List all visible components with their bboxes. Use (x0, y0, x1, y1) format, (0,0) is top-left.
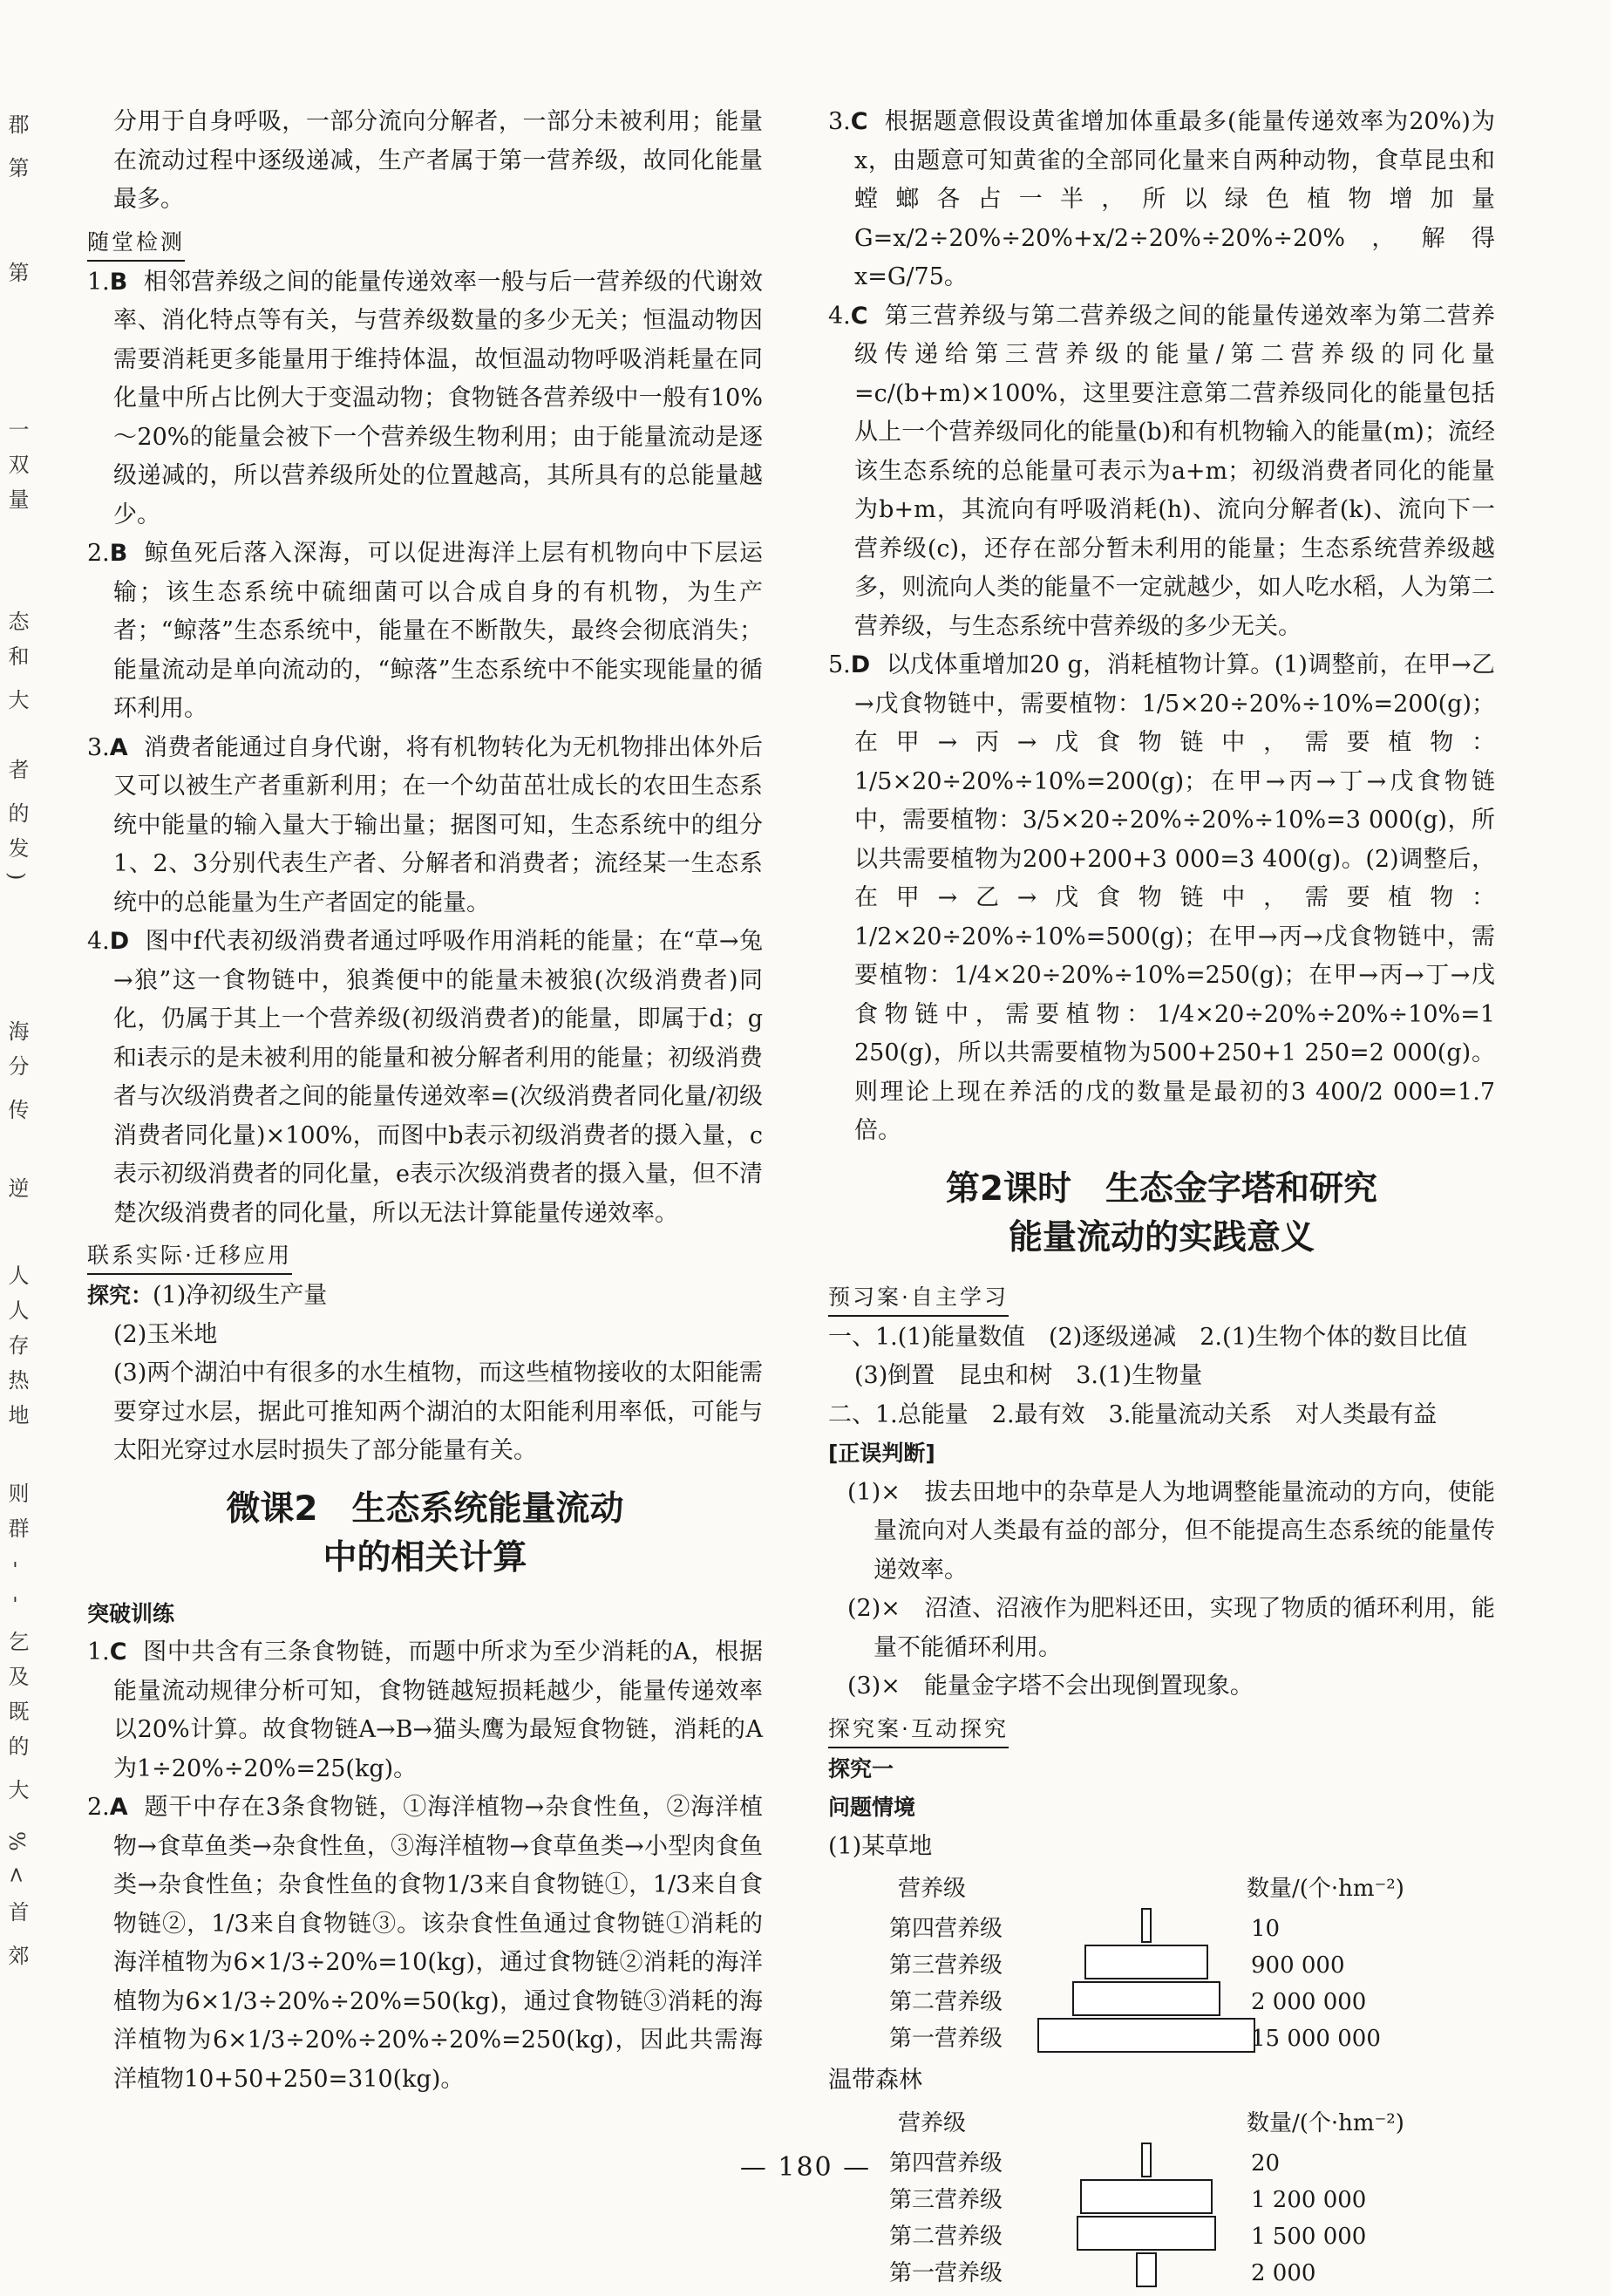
explore-item: (2)玉米地 (113, 1320, 218, 1348)
margin-glyph: 第 (4, 157, 29, 180)
margin-glyph: 及 (4, 1666, 29, 1688)
answer-item (828, 646, 1495, 1151)
answer-item (87, 923, 763, 1233)
pyramid-bar (1141, 1908, 1152, 1943)
section-heading-classroom-check: 随堂检测 (87, 225, 185, 262)
column-header-level: 营养级 (898, 1876, 967, 1902)
answer-explanation: 以戊体重增加20 g，消耗植物计算。(1)调整前，在甲→乙→戊食物链中，需要植物：1/5×20÷20%÷10%=200(g)；在甲→丙→戊食物链中，需要植物：1/5×20÷20%÷10%=200(g)；在甲→丙→丁→戊食物链中，需要植物：3/5×20÷20%÷20%÷10%=3 000(g)，所以共需要植物为200+200+3 000=3 400(g)。(2)调整后，在甲→乙→戊食物链中，需要植物：1/2×20÷20%÷10%=500(g)；在甲→丙→戊食物链中，需要植物：1/4×20÷20%÷10%=250(g)；在甲→丙→丁→戊食物链中，需要植物：1/4×20÷20%÷20%÷10%=1 250(g)，所以共需要植物为500+250+1 250=2 000(g)。则理论上现在养活的戊的数量是最初的3 400/2 000=1.7倍。 (854, 651, 1495, 1144)
trophic-level-label: 第三营养级 (889, 2186, 1003, 2213)
explore-label: 探究： (87, 1283, 153, 1308)
explore-heading: 探究一 (828, 1755, 894, 1782)
page-number: — 180 — (739, 2152, 872, 2183)
answer-item (87, 1633, 763, 1788)
judge-heading: [正误判断] (828, 1441, 935, 1466)
pyramid-bar (1080, 2179, 1213, 2214)
margin-glyph: 发 (4, 837, 29, 860)
population-count: 1 200 000 (1251, 2186, 1367, 2213)
answer-letter: D (850, 651, 871, 678)
margin-glyph: 双 (4, 453, 29, 476)
answer-letter: B (109, 540, 128, 567)
column-header-count: 数量/(个·hm⁻²) (1247, 2109, 1404, 2136)
margin-glyph: 海 (4, 1020, 29, 1043)
trophic-level-label: 第一营养级 (889, 2026, 1003, 2052)
item-number: 2. (87, 1794, 110, 1821)
answer-item (828, 103, 1495, 297)
column-header-count: 数量/(个·hm⁻²) (1247, 1876, 1404, 1902)
lesson-title-line: 第2课时 生态金字塔和研究 (945, 1168, 1378, 1209)
answer-item (87, 1788, 763, 2099)
margin-glyph: 量 (4, 488, 29, 511)
margin-glyph: 郊 (4, 1945, 29, 1967)
answer-explanation: 消费者能通过自身代谢，将有机物转化为无机物排出体外后又可以被生产者重新利用；在一个幼苗茁壮成长的农田生态系统中能量的输入量大于输出量；据图可知，生态系统中的组分1、2、3分别代表生产者、分解者和消费者；流经某一生态系统中的总能量为生产者固定的能量。 (113, 733, 763, 916)
margin-glyph: 的 (4, 802, 29, 825)
grassland-pyramid-chart (828, 1870, 1495, 2053)
population-count: 1 500 000 (1251, 2223, 1367, 2250)
judge-item: (1)× 拔去田地中的杂草是人为地调整能量流动的方向，使能量流向对人类最有益的部分，但不能提高生态系统的能量传递效率。 (847, 1478, 1495, 1584)
lesson-title (87, 1485, 763, 1583)
answer-letter: B (109, 268, 128, 296)
section-heading-preview: 预习案·自主学习 (828, 1280, 1009, 1317)
population-count: 900 000 (1251, 1952, 1345, 1979)
answer-letter: A (109, 1794, 128, 1821)
margin-glyph: 的 (4, 1735, 29, 1758)
answer-letter: D (109, 928, 130, 955)
trophic-level-label: 第二营养级 (889, 2223, 1003, 2250)
section-heading-explore: 探究案·互动探究 (828, 1712, 1009, 1748)
item-number: 4. (828, 302, 851, 330)
trophic-level-label: 第一营养级 (889, 2259, 1003, 2286)
margin-glyph: 乞 (4, 1631, 29, 1653)
item-number: 3. (828, 108, 851, 135)
margin-glyph: 群 (4, 1517, 29, 1540)
answer-explanation: 相邻营养级之间的能量传递效率一般与后一营养级的代谢效率、消化特点等有关，与营养级数量的多少无关；恒温动物因需要消耗更多能量用于维持体温，故恒温动物呼吸消耗量在同化量中所占比例大于变温动物；食物链各营养级中一般有10%～20%的能量会被下一个营养级生物利用；由于能量流动是逐级递减的，所以营养级所处的位置越高，其所具有的总能量越少。 (113, 268, 763, 528)
margin-glyph: 人 (4, 1299, 29, 1322)
pyramid-bar (1084, 1945, 1209, 1979)
site-label: (1)某草地 (828, 1832, 933, 1860)
section-heading-breakthrough: 突破训练 (87, 1600, 175, 1626)
trophic-level-label: 第三营养级 (889, 1952, 1003, 1979)
item-number: 5. (828, 651, 851, 678)
lesson-title-line: 微课2 生态系统能量流动 (226, 1489, 624, 1529)
answer-item (87, 535, 763, 729)
margin-glyph: 既 (4, 1700, 29, 1723)
site-label: 温带森林 (828, 2067, 922, 2094)
margin-glyph: 第 (4, 262, 29, 284)
item-number: 3. (87, 733, 110, 761)
pyramid-bar (1072, 1981, 1220, 2016)
preview-line: 二、1.总能量 2.最有效 3.能量流动关系 对人类最有益 (828, 1400, 1438, 1428)
answer-explanation: 鲸鱼死后落入深海，可以促进海洋上层有机物向中下层运输；该生态系统中硫细菌可以合成自身的有机物，为生产者；“鲸落”生态系统中，能量在不断散失，最终会彻底消失；能量流动是单向流动的，“鲸落”生态系统中不能实现能量的循环利用。 (113, 540, 763, 722)
forest-pyramid-chart (828, 2104, 1495, 2287)
right-column (828, 103, 1495, 2296)
intro-paragraph: 分用于自身呼吸，一部分流向分解者，一部分未被利用；能量在流动过程中逐级递减，生产者属于第一营养级，故同化能量最多。 (113, 108, 763, 213)
item-number: 2. (87, 540, 110, 567)
margin-glyph: 一 (4, 419, 29, 441)
margin-glyph: 大 (4, 1779, 29, 1802)
column-header-level: 营养级 (898, 2109, 967, 2136)
margin-glyph: < (4, 1866, 29, 1886)
explore-item: (3)两个湖泊中有很多的水生植物，而这些植物接收的太阳能需要穿过水层，据此可推知两个湖泊的太阳能利用率低，可能与太阳光穿过水层时损失了部分能量有关。 (113, 1359, 763, 1464)
margin-glyph: 热 (4, 1369, 29, 1392)
explore-item: (1)净初级生产量 (153, 1282, 328, 1309)
item-number: 4. (87, 928, 110, 955)
judge-item: (3)× 能量金字塔不会出现倒置现象。 (847, 1673, 1254, 1700)
answer-explanation: 第三营养级与第二营养级之间的能量传递效率为第二营养级传递给第三营养级的能量/第二营养级的同化量=c/(b+m)×100%，这里要注意第二营养级同化的能量包括从上一个营养级同化的能量(b)和有机物输入的能量(m)；流经该生态系统的总能量可表示为a+m；初级消费者同化的能量为b+m，其流向有呼吸消耗(h)、流向分解者(k)、流向下一营养级(c)，还存在部分暂未利用的能量；生态系统营养级越多，则流向人类的能量不一定就越少，如人吃水稻，人为第二营养级，与生态系统中营养级的多少无关。 (854, 302, 1495, 640)
margin-glyph: 分 (4, 1055, 29, 1078)
answer-letter: C (850, 108, 868, 135)
margin-glyph: 郡 (4, 113, 29, 136)
margin-glyph: 存 (4, 1334, 29, 1357)
margin-glyph: 者 (4, 759, 29, 781)
margin-glyph: 则 (4, 1482, 29, 1505)
answer-letter: C (109, 1639, 127, 1666)
answer-explanation: 图中f代表初级消费者通过呼吸作用消耗的能量；在“草→兔→狼”这一食物链中，狼粪便中的能量未被狼(次级消费者)同化，仍属于其上一个营养级(初级消费者)的能量，即属于d；g和i表示的是未被利用的能量和被分解者利用的能量；初级消费者与次级消费者之间的能量传递效率=(次级消费者同化量/初级消费者同化量)×100%，而图中b表示初级消费者的摄入量，c表示初级消费者的同化量，e表示次级消费者的摄入量，但不清楚次级消费者的同化量，所以无法计算能量传递效率。 (113, 928, 763, 1227)
population-count: 2 000 (1251, 2259, 1316, 2286)
trophic-level-label: 第二营养级 (889, 1989, 1003, 2015)
margin-glyph: 传 (4, 1099, 29, 1121)
margin-glyph: - (4, 1561, 29, 1570)
answer-item (87, 729, 763, 923)
left-margin-bleed (0, 0, 35, 2221)
pyramid-bar (1136, 2252, 1157, 2287)
judge-item: (2)× 沼渣、沼液作为肥料还田，实现了物质的循环利用，能量不能循环利用。 (847, 1595, 1495, 1661)
scenario-heading: 问题情境 (828, 1795, 916, 1820)
population-count: 20 (1251, 2150, 1281, 2177)
answer-explanation: 根据题意假设黄雀增加体重最多(能量传递效率为20%)为x，由题意可知黄雀的全部同化量来自两种动物，食草昆虫和螳螂各占一半，所以绿色植物增加量G=x/2÷20%÷20%+x/2÷20%÷20%÷20%，解得x=G/75。 (854, 108, 1495, 290)
margin-glyph: 逆 (4, 1177, 29, 1200)
lesson-title-line: 中的相关计算 (323, 1537, 527, 1577)
item-number: 1. (87, 268, 110, 296)
answer-explanation: 图中共含有三条食物链，而题中所求为至少消耗的A，根据能量流动规律分析可知，食物链越短损耗越少，能量传递效率以20%计算。故食物链A→B→猫头鹰为最短食物链，消耗的A为1÷20%÷20%=25(kg)。 (113, 1639, 763, 1782)
preview-line: 一、1.(1)能量数值 (2)逐级递减 2.(1)生物个体的数目比值 (828, 1323, 1468, 1351)
item-number: 1. (87, 1639, 110, 1666)
lesson-title (828, 1165, 1495, 1263)
margin-glyph: 人 (4, 1264, 29, 1287)
margin-glyph: 首 (4, 1901, 29, 1924)
answer-item (87, 263, 763, 535)
left-column (87, 103, 763, 2099)
trophic-level-label: 第四营养级 (889, 1916, 1003, 1942)
population-count: 10 (1251, 1916, 1281, 1942)
margin-glyph: % (4, 1831, 29, 1853)
pyramid-bar (1037, 2018, 1255, 2053)
margin-glyph: ) (4, 872, 29, 882)
margin-glyph: - (4, 1596, 29, 1605)
population-count: 2 000 000 (1251, 1989, 1367, 2015)
margin-glyph: 和 (4, 645, 29, 668)
lesson-title-line: 能量流动的实践意义 (1008, 1217, 1315, 1257)
trophic-level-label: 第四营养级 (889, 2150, 1003, 2177)
margin-glyph: 地 (4, 1404, 29, 1427)
answer-letter: A (109, 733, 128, 761)
population-count: 15 000 000 (1251, 2026, 1381, 2052)
answer-letter: C (850, 302, 868, 330)
preview-line: (3)倒置 昆虫和树 3.(1)生物量 (854, 1362, 1203, 1389)
section-heading-practical-application: 联系实际·迁移应用 (87, 1238, 292, 1275)
margin-glyph: 大 (4, 689, 29, 712)
answer-item (828, 297, 1495, 647)
margin-glyph: 态 (4, 610, 29, 633)
answer-explanation: 题干中存在3条食物链，①海洋植物→杂食性鱼，②海洋植物→食草鱼类→杂食性鱼，③海洋植物→食草鱼类→小型肉食鱼类→杂食性鱼；杂食性鱼的食物1/3来自食物链①，1/3来自食物链②，1/3来自食物链③。该杂食性鱼通过食物链①消耗的海洋植物为6×1/3÷20%=10(kg)，通过食物链②消耗的海洋植物为6×1/3÷20%÷20%=50(kg)，通过食物链③消耗的海洋植物为6×1/3÷20%÷20%÷20%=250(kg)，因此共需海洋植物10+50+250=310(kg)。 (113, 1794, 763, 2093)
